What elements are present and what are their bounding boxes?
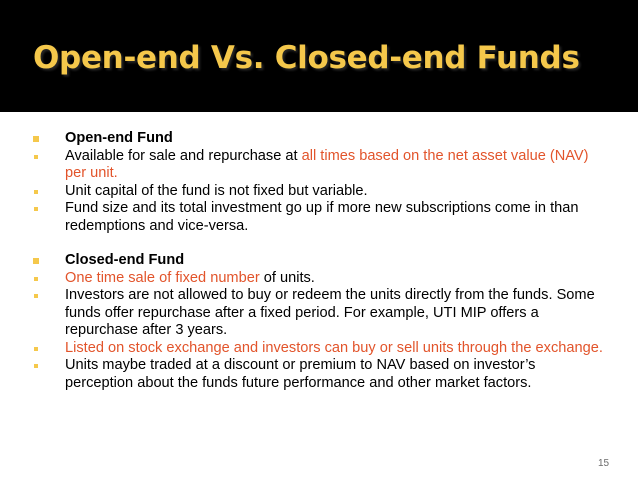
- square-bullet-icon: [34, 364, 38, 368]
- title-bar: [0, 0, 638, 112]
- open-end-point-2-text: Unit capital of the fund is not fixed but variable.: [65, 182, 368, 199]
- open-end-point-1-highlight: all times based on the net asset value (NAV) per unit.: [65, 147, 589, 181]
- square-bullet-icon: [34, 207, 38, 211]
- square-bullet-icon: [34, 190, 38, 194]
- closed-end-point-1-text: of units.: [259, 269, 315, 286]
- closed-end-point-2-text: Investors are not allowed to buy or redeem the units directly from the funds. Some funds offer repurchase after a fixed period. For example, UTI MIP offers a repurchase after 3 years.: [65, 287, 595, 338]
- open-end-point-1: [33, 148, 605, 183]
- slide-content: [33, 130, 605, 392]
- closed-end-point-4: [33, 357, 605, 392]
- square-bullet-icon: [33, 258, 39, 264]
- open-end-point-3-text: Fund size and its total investment go up if more new subscriptions come in than redemptions and vice-versa.: [65, 200, 579, 234]
- section-gap: [33, 235, 605, 252]
- open-end-point-3: [33, 200, 605, 235]
- square-bullet-icon: [34, 155, 38, 159]
- open-end-point-2: [33, 183, 605, 201]
- square-bullet-icon: [34, 277, 38, 281]
- square-bullet-icon: [34, 347, 38, 351]
- closed-end-point-3: [33, 340, 605, 358]
- square-bullet-icon: [33, 136, 39, 142]
- page-number: 15: [598, 458, 610, 469]
- closed-end-point-1-highlight: One time sale of fixed number: [65, 269, 260, 286]
- slide-title: Open-end Vs. Closed-end Funds: [33, 40, 580, 76]
- open-end-point-1-text: Available for sale and repurchase at: [65, 147, 302, 164]
- closed-end-heading-text: Closed-end Fund: [65, 252, 185, 268]
- closed-end-point-3-highlight: Listed on stock exchange and investors can buy or sell units through the exchange.: [65, 339, 603, 356]
- square-bullet-icon: [34, 294, 38, 298]
- closed-end-point-4-text: Units maybe traded at a discount or premium to NAV based on investor’s perception about the funds future performance and other market factors.: [65, 357, 536, 391]
- open-end-heading-text: Open-end Fund: [65, 130, 173, 146]
- closed-end-heading: [33, 252, 605, 270]
- closed-end-point-2: [33, 287, 605, 340]
- open-end-heading: [33, 130, 605, 148]
- closed-end-point-1: [33, 270, 605, 288]
